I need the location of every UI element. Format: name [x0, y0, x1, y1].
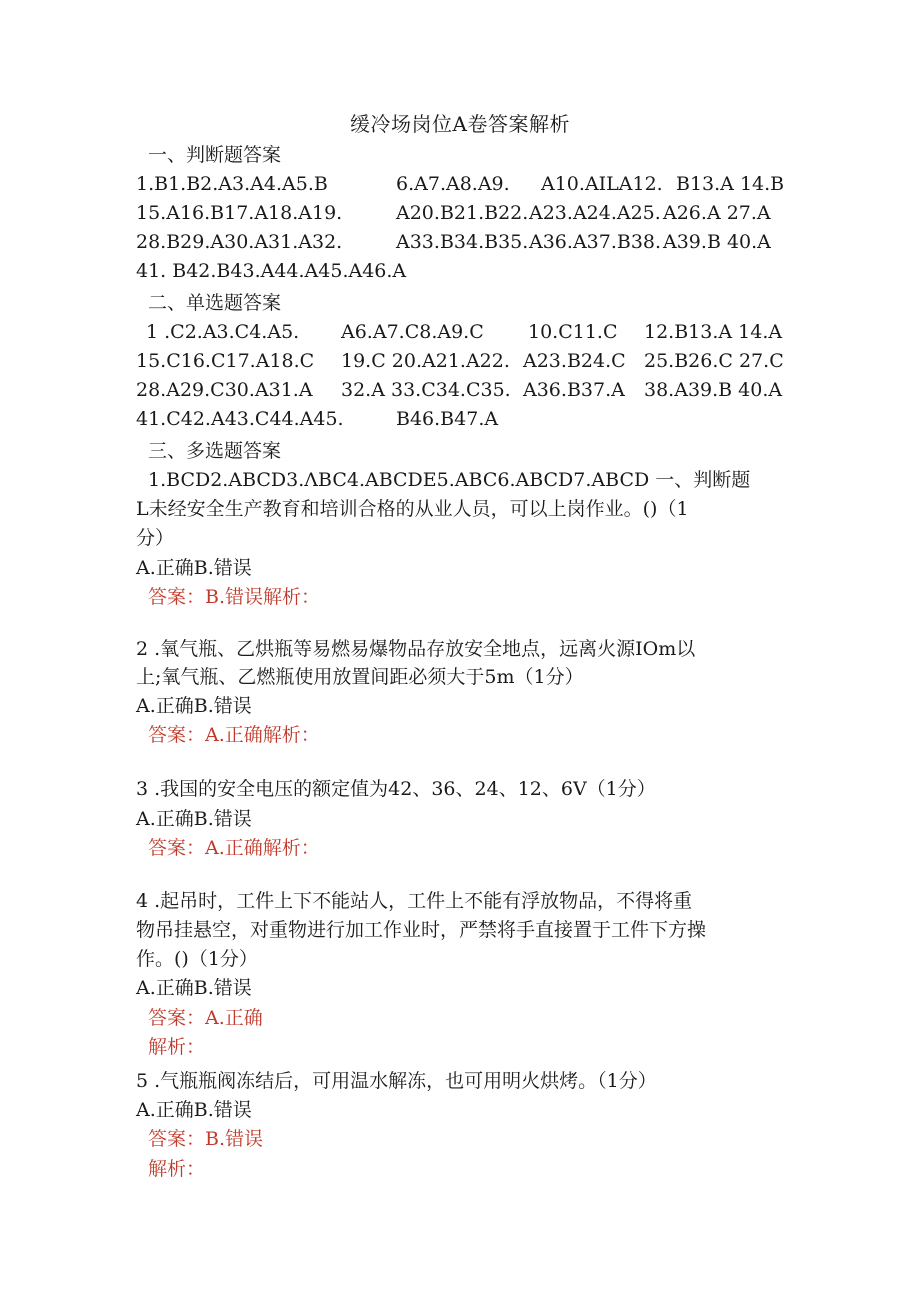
answer-text: 答案：A.正确解析： [148, 837, 320, 859]
answer-cell: 25.B26.C 27.C [644, 350, 784, 372]
question-text: 5 .气瓶瓶阀冻结后，可用温水解冻，也可用明火烘烤。（1分） [136, 1070, 657, 1092]
question-text: L未经安全生产教育和培训合格的从业人员，可以上岗作业。()（1 [136, 498, 689, 520]
answer-cell: 19.C 20.A21.A22. [341, 350, 510, 372]
answer-cell: A26.A 27.A [663, 202, 771, 224]
answer-cell: 38.A39.B 40.A [644, 379, 783, 401]
answer-text: 答案：A.正确 [148, 1007, 263, 1029]
answer-cell: A20.B21.B22. [396, 202, 529, 224]
question-text: 2 .氧气瓶、乙烘瓶等易燃易爆物品存放安全地点，远离火源IOm以 [136, 638, 696, 660]
answer-cell: B46.B47.A [396, 408, 499, 430]
answer-text: 答案：B.错误解析： [148, 586, 321, 608]
answer-cell: A6.A7.C8.A9.C [341, 321, 484, 343]
question-options: A.正确B.错误 [136, 557, 252, 579]
question-text: 4 .起吊时，工件上下不能站人，工件上不能有浮放物品，不得将重 [136, 890, 693, 912]
answer-cell: 10.C11.C [528, 321, 618, 343]
answer-cell: A39.B 40.A [663, 231, 771, 253]
document-title: 缓冷场岗位A卷答案解析 [350, 112, 570, 136]
answer-cell: 41.C42.A43.C44.A45. [136, 408, 344, 430]
section-heading-judgment: 一、判断题答案 [148, 144, 282, 166]
analysis-text: 解析： [148, 1036, 206, 1058]
question-options: A.正确B.错误 [136, 808, 252, 830]
answer-cell: 15.C16.C17.A18.C [136, 350, 315, 372]
question-options: A.正确B.错误 [136, 1099, 252, 1121]
multi-choice-answers: 1.BCD2.ABCD3.ΛBC4.ABCDE5.ABC6.ABCD7.ABCD 一、判断题 [148, 469, 751, 491]
answer-text: 答案：B.错误 [148, 1128, 264, 1150]
analysis-text: 解析： [148, 1158, 206, 1180]
answer-cell: A36.A37.B38. [529, 231, 662, 253]
answer-cell: A10.AILA12. [541, 173, 663, 195]
answer-cell: A23.B24.C [523, 350, 626, 372]
question-text: 物吊挂悬空，对重物进行加工作业时，严禁将手直接置于工件下方操 [136, 919, 707, 941]
answer-cell: 6.A7.A8.A9. [396, 173, 510, 195]
question-text: 作。()（1分） [136, 948, 258, 970]
answer-cell: 1.B1.B2.A3.A4.A5.B [136, 173, 328, 195]
answer-cell: A33.B34.B35. [396, 231, 529, 253]
answer-cell: 32.A 33.C34.C35. [341, 379, 511, 401]
section-heading-single-choice: 二、单选题答案 [148, 292, 282, 314]
answer-cell: 28.B29.A30.A31.A32. [136, 231, 343, 253]
answer-text: 答案：A.正确解析： [148, 724, 320, 746]
answer-cell: 41. B42.B43.A44.A45.A46.A [136, 260, 407, 282]
answer-cell: 1 .C2.A3.C4.A5. [146, 321, 300, 343]
section-heading-multi-choice: 三、多选题答案 [148, 440, 282, 462]
answer-cell: A36.B37.A [523, 379, 625, 401]
answer-cell: B13.A 14.B [676, 173, 785, 195]
question-text: 3 .我国的安全电压的额定值为42、36、24、12、6V（1分） [136, 778, 656, 800]
question-options: A.正确B.错误 [136, 695, 252, 717]
question-text: 分） [136, 527, 175, 549]
answer-cell: A23.A24.A25. [529, 202, 661, 224]
question-options: A.正确B.错误 [136, 977, 252, 999]
answer-cell: 28.A29.C30.A31.A [136, 379, 313, 401]
answer-cell: 15.A16.B17.A18.A19. [136, 202, 343, 224]
answer-cell: 12.B13.A 14.A [644, 321, 783, 343]
question-text: 上;氧气瓶、乙燃瓶使用放置间距必须大于5m（1分） [136, 666, 584, 688]
